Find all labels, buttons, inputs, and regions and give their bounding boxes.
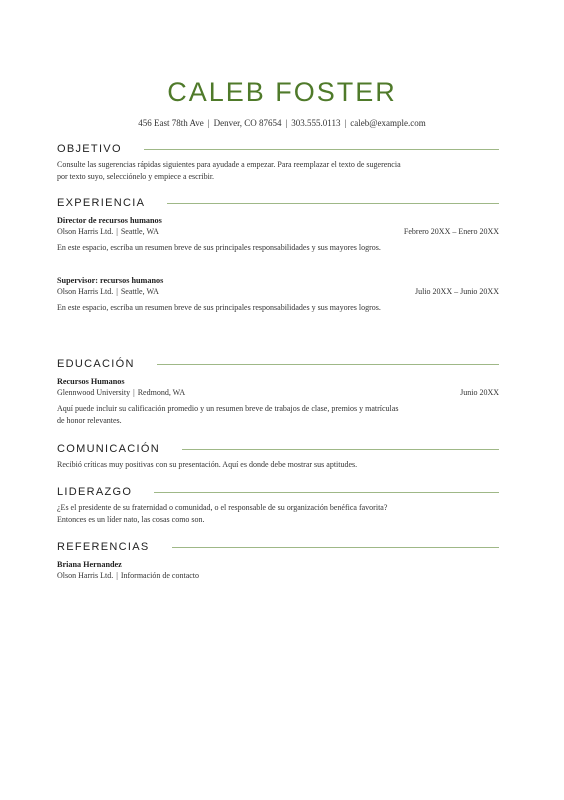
communication-heading (57, 442, 499, 456)
contact-separator: | (344, 118, 347, 128)
reference-meta (57, 570, 499, 582)
contact-separator: | (285, 118, 288, 128)
job-title: Supervisor: recursos humanos (57, 276, 164, 285)
job-meta (57, 226, 499, 238)
section-title: LIDERAZGO (57, 486, 133, 498)
job-entry (57, 275, 499, 314)
job-company: Olson Harris Ltd. (57, 287, 114, 296)
contact-email: caleb@example.com (350, 118, 426, 128)
section-divider (167, 203, 499, 204)
resume-name: CALEB FOSTER (167, 77, 397, 107)
objective-heading (57, 142, 499, 156)
job-description: En este espacio, escriba un resumen breve de sus principales responsabilidades y sus mayores logros. (57, 243, 381, 252)
section-divider (144, 149, 499, 150)
education-heading (57, 357, 499, 371)
section-divider (172, 547, 499, 548)
contact-line (0, 118, 564, 128)
job-entry (57, 215, 499, 254)
experience-section (57, 196, 499, 314)
job-description: En este espacio, escriba un resumen breve de sus principales responsabilidades y sus mayores logros. (57, 303, 381, 312)
job-meta (57, 286, 499, 298)
education-school: Glennwood University (57, 388, 131, 397)
contact-separator: | (207, 118, 210, 128)
job-dates: Julio 20XX – Junio 20XX (414, 287, 499, 296)
reference-name: Briana Hernandez (57, 560, 122, 569)
section-title: OBJETIVO (57, 143, 122, 155)
section-title: COMUNICACIÓN (57, 443, 160, 455)
section-divider (154, 492, 499, 493)
job-title: Director de recursos humanos (57, 216, 162, 225)
section-divider (157, 364, 499, 365)
objective-section (57, 142, 499, 183)
contact-phone: 303.555.0113 (291, 118, 341, 128)
reference-separator: | (116, 571, 118, 580)
leadership-section (57, 485, 499, 526)
section-title: EXPERIENCIA (57, 197, 146, 209)
education-date: Junio 20XX (460, 388, 499, 397)
job-location: Seattle, WA (120, 227, 159, 236)
reference-info: Información de contacto (120, 571, 200, 580)
education-description: Aquí puede incluir su calificación promedio y un resumen breve de trabajos de clase, premios y matrículas de honor relevantes. (57, 404, 399, 425)
references-section (57, 540, 499, 582)
leadership-heading (57, 485, 499, 499)
communication-section (57, 442, 499, 471)
education-location: Redmond, WA (137, 388, 186, 397)
job-separator: | (116, 227, 118, 236)
objective-text: Consulte las sugerencias rápidas siguientes para ayudade a empezar. Para reemplazar el texto de sugerencia por texto suyo, selecciónelo y empiece a escribir. (57, 160, 401, 181)
section-title: REFERENCIAS (57, 541, 150, 553)
section-divider (182, 449, 499, 450)
contact-address: 456 East 78th Ave (138, 118, 204, 128)
education-degree: Recursos Humanos (57, 377, 125, 386)
education-meta (57, 387, 499, 399)
job-dates: Febrero 20XX – Enero 20XX (403, 227, 499, 236)
leadership-text: ¿Es el presidente de su fraternidad o comunidad, o el responsable de su organización benéfica favorita? Entonces es un líder nato, las cosas como son. (57, 503, 388, 524)
references-heading (57, 540, 499, 554)
job-location: Seattle, WA (120, 287, 159, 296)
job-separator: | (116, 287, 118, 296)
section-title: EDUCACIÓN (57, 358, 135, 370)
education-separator: | (133, 388, 135, 397)
education-section (57, 357, 499, 427)
experience-heading (57, 196, 499, 210)
job-company: Olson Harris Ltd. (57, 227, 114, 236)
communication-text: Recibió críticas muy positivas con su presentación. Aquí es donde debe mostrar sus aptitudes. (57, 460, 358, 469)
reference-company: Olson Harris Ltd. (57, 571, 114, 580)
contact-city: Denver, CO 87654 (213, 118, 282, 128)
